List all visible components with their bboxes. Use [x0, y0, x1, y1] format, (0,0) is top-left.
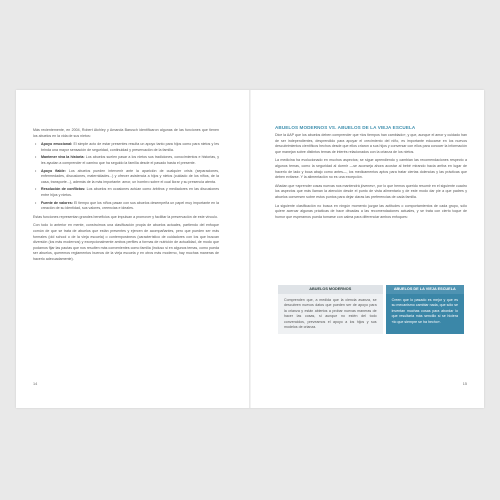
table-header-old-school: ABUELOS DE LA VIEJA ESCUELA	[386, 285, 464, 294]
table-cell-modern: Comprenden que, a medida que la ciencia avanza, se descubren nuevos datos que pueden ser de apoyo para la crianza y están abiertos a probar nuevas maneras de hacer las cosas, si aunque no estén del todo convencidos, preveamos el apoyo a los hijos y sus modelos de crianza.	[278, 294, 383, 334]
body-paragraph: Estas funciones representan grandes beneficios que impulsan a promover y facilitar la preservación de este vínculo.	[33, 214, 218, 219]
comparison-table	[275, 285, 467, 334]
right-page	[251, 90, 484, 408]
list-item	[41, 169, 219, 186]
list-item-text: Los abuelos pueden intervenir ante la aparición de cualquier crisis (separaciones, enfermedades, discusiones, maternidades...) y ofrecer asistencia a hijos y nietos (cuidado de los niños, de la casa, transporte...), además de la más importante: amor, un hombro sobre el cual llorar y su presencia atenta.	[41, 168, 219, 184]
list-item-text: El simple acto de estar presentes resulta un apoyo tanto para hijos como para nietos y les brinda una mayor sensación de seguridad, continuidad y preservación de la familia.	[41, 142, 219, 152]
list-item-text: Los abuelos suelen pasar a los nietos sus tradiciones, conocimientos e historias, y les ayudan a comprender el camino que ha seguido la familia desde el pasado hasta el presente.	[41, 155, 220, 165]
right-text-column	[275, 133, 467, 223]
table-row	[278, 294, 464, 334]
intro-paragraph: Más recientemente, en 2004, Robert Atchley y Amanda Barusch identificaron algunas de las funciones que tienen los abuelos en la vida de sus nietos:	[33, 128, 219, 138]
body-paragraph: La medicina ha evolucionado en muchos aspectos; se sigue aprendiendo y cambian las recomendaciones respecto a algunos temas, como la seguridad al dormir —se aconseja ahora acostar al bebé mirando hacia arriba en lugar de hacerlo de lado y boca abajo como antes—, los medicamentos aptos para tratar ciertas dolencias y las prácticas que deben evitarse. Y la alimentación no es una excepción.	[275, 158, 467, 180]
body-paragraph: Con todo lo anterior en mente, construimos una clasificación propia de abuelos actuales, partiendo del enfoque común de que se trata de abuelos que están presentes y ejercen de acompañantes, pero que pueden ser más formales (old school o de la vieja escuela) o contemporáneos (característico de cuidadores con los que buscan diversión (los más modernos) y excepcionalmente ambos perfiles a formas de nutrición de actualidad, de modo que podamos fijar las pautas que nos resulten más convenientes como familia (incluso si en algunos temas, como pueda ser abuelos, queremos reglamentos buenos de la vieja escuela y en otros más moderno, hay muchas maneras de hacerlo adecuadamente).	[33, 223, 219, 261]
list-item	[41, 142, 219, 153]
page-number: 15	[462, 382, 467, 386]
book-spread	[16, 90, 484, 408]
list-item-text: El tiempo que los niños pasan con sus abuelos desempeña un papel muy importante en la creación de su identidad, sus valores, creencias e ideales.	[41, 200, 219, 211]
body-paragraph: Añadan que «aprender cosas nuevas nos mantendrá jóvenes», por lo que hemos querido resumir en el siguiente cuadro los aspectos que más llaman la atención desde el punto de vista alimentario y de este modo dar pie a que padres y abuelos conversen sobre estos puntos para dejar claras las preferencias de cada familia.	[275, 183, 467, 199]
list-item	[41, 155, 219, 166]
list-item	[41, 201, 219, 212]
left-page	[16, 90, 249, 408]
functions-list	[33, 142, 219, 212]
list-item	[41, 187, 219, 198]
left-text-column	[33, 128, 219, 265]
table-cell-old-school: Creen que lo pasado es mejor y que es su mecanismo cambiar nada, que sólo se inventan muchas cosas para abordar lo que resultaría más sencillo si se hiciera «lo que siempre se ha hecho».	[386, 294, 464, 334]
list-item-term: Fuente de valores:	[41, 200, 73, 205]
table-header-row	[278, 285, 464, 294]
list-item-text: Los abuelos en ocasiones actúan como árbitros y mediadores en las discusiones entre hijos y nietos.	[41, 187, 219, 197]
page-number: 14	[33, 382, 38, 386]
list-item-term: Apoyo fiable:	[41, 168, 66, 173]
table-header-modern: ABUELOS MODERNOS	[278, 285, 383, 294]
list-item-term: Mantener viva la historia:	[41, 155, 85, 160]
list-item-term: Apoyo emocional:	[41, 142, 73, 147]
body-paragraph: La siguiente clasificación no busca en ningún momento juzgar las actitudes o comportamientos de cada grupo, sólo quiere acercar algunas prácticas de hace décadas a las recomendaciones actuales, y se trata con cierto toque de humor que esperamos pueda tomarse con calma para diferenciar ambos enfoques:	[275, 203, 467, 219]
body-paragraph: Dice la AAP que los abuelos deben comprender que «los tiempos han cambiado», y que, aunque el amor y cuidado han de ser independientes, desprendido para apoyar el crecimiento del niño, es importante educarse en los nuevos descubrimientos científicos hechos desde que ellos criaron a sus hijos y conversar con ellos para conocer la información que manejan sobre distintos temas de interés relacionados con la crianza de los nietos.	[275, 133, 467, 154]
section-heading: ABUELOS MODERNOS VS. ABUELOS DE LA VIEJA ESCUELA	[275, 125, 416, 130]
list-item-term: Resolución de conflictos:	[41, 187, 86, 192]
